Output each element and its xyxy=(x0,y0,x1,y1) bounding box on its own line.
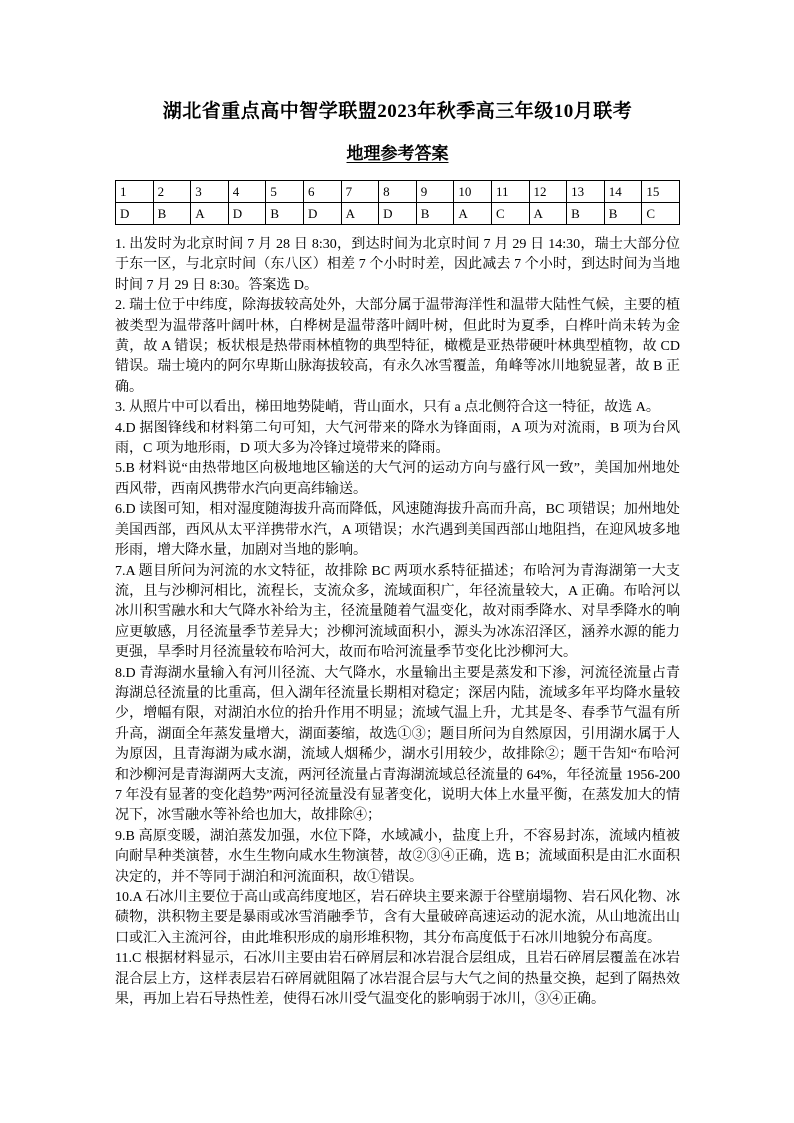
answer-cell: B xyxy=(266,203,304,225)
answer-cell: B xyxy=(416,203,454,225)
question-number-cell: 5 xyxy=(266,181,304,203)
explanation-paragraph: 2. 瑞士位于中纬度，除海拔较高处外，大部分属于温带海洋性和温带大陆性气候，主要的植被类型为温带落叶阔叶林，白桦树是温带落叶阔叶树，但此时为夏季，白桦叶尚未转为金黄，故 A 错误；板状根是热带雨林植物的典型特征，橄榄是亚热带硬叶林典型植物，故 CD 错误。瑞士境内的阿尔卑斯山脉海拔较高，有永久冰雪覆盖，角峰等冰川地貌显著，故 B 正确。 xyxy=(115,298,680,395)
answer-cell: A xyxy=(341,203,379,225)
question-number-cell: 13 xyxy=(567,181,605,203)
explanations-section xyxy=(115,235,680,1010)
question-number-cell: 1 xyxy=(116,181,154,203)
answer-cell: A xyxy=(191,203,229,225)
explanation-paragraph: 6.D 读图可知，相对湿度随海拔升高而降低，风速随海拔升高而升高，BC 项错误；加州地处美国西部，西风从太平洋携带水汽，A 项错误；水汽遇到美国西部山地阻挡，在迎风坡多地形雨，增大降水量，加剧对当地的影响。 xyxy=(115,502,680,559)
explanation-paragraph: 11.C 根据材料显示，石冰川主要由岩石碎屑层和冰岩混合层组成，且岩石碎屑层覆盖在冰岩混合层上方，这样表层岩石碎屑就阻隔了冰岩混合层与大气之间的热量交换，起到了隔热效果，再加上岩石导热性差，使得石冰川受气温变化的影响弱于冰川，③④正确。 xyxy=(115,951,680,1008)
answer-cell: A xyxy=(454,203,492,225)
question-number-cell: 14 xyxy=(604,181,642,203)
answer-row xyxy=(116,203,680,225)
question-number-cell: 8 xyxy=(379,181,417,203)
question-number-cell: 7 xyxy=(341,181,379,203)
answer-cell: B xyxy=(604,203,642,225)
answer-cell: C xyxy=(642,203,680,225)
answer-cell: A xyxy=(529,203,567,225)
answer-cell: B xyxy=(567,203,605,225)
page-subtitle: 地理参考答案 xyxy=(346,144,449,163)
answer-cell: C xyxy=(491,203,529,225)
answer-key-table xyxy=(115,180,680,225)
explanation-paragraph: 9.B 高原变暖，湖泊蒸发加强，水位下降，水域减小，盐度上升，不容易封冻，流域内植被向耐旱种类演替，水生生物向咸水生物演替，故②③④正确，选 B；流域面积是由汇水面积决定的，并不等同于湖泊和河流面积，故①错误。 xyxy=(115,828,680,885)
question-number-cell: 11 xyxy=(491,181,529,203)
question-number-cell: 9 xyxy=(416,181,454,203)
question-number-cell: 4 xyxy=(228,181,266,203)
explanation-paragraph: 5.B 材料说“由热带地区向极地地区输送的大气河的运动方向与盛行风一致”，美国加州地处西风带，西南风携带水汽向更高纬输送。 xyxy=(115,461,680,497)
explanation-paragraph: 7.A 题目所问为河流的水文特征，故排除 BC 两项水系特征描述；布哈河为青海湖第一大支流，且与沙柳河相比，流程长，支流众多，流域面积广，年径流量较大，A 正确。布哈河以冰川积雪融水和大气降水补给为主，径流量随着气温变化，故对雨季降水、对旱季降水的响应更敏感，月径流量季节差异大；沙柳河流域面积小，源头为冰冻沼泽区，涵养水源的能力更强，旱季时月径流量较布哈河大，故而布哈河流量季节变化比沙柳河大。 xyxy=(115,563,680,661)
question-number-cell: 15 xyxy=(642,181,680,203)
explanation-paragraph: 3. 从照片中可以看出，梯田地势陡峭，背山面水，只有 a 点北侧符合这一特征，故选 A。 xyxy=(115,400,660,416)
question-number-cell: 2 xyxy=(153,181,191,203)
question-number-cell: 6 xyxy=(303,181,341,203)
question-number-cell: 10 xyxy=(454,181,492,203)
answer-cell: D xyxy=(303,203,341,225)
question-number-cell: 12 xyxy=(529,181,567,203)
answer-cell: B xyxy=(153,203,191,225)
question-number-cell: 3 xyxy=(191,181,229,203)
page-title: 湖北省重点高中智学联盟2023年秋季高三年级10月联考 xyxy=(162,101,633,122)
answer-cell: D xyxy=(116,203,154,225)
explanation-paragraph: 8.D 青海湖水量输入有河川径流、大气降水，水量输出主要是蒸发和下渗，河流径流量占青海湖总径流量的比重高，但入湖年径流量长期相对稳定；深居内陆，流域多年平均降水量较少，增幅有限，对湖泊水位的抬升作用不明显；流域气温上升，尤其是冬、春季节气温有所升高，湖面全年蒸发量增大，湖面萎缩，故选①③；题目所问为自然原因，引用湖水属于人为原因，且青海湖为咸水湖，流域人烟稀少，湖水引用较少，故排除②；题干告知“布哈河和沙柳河是青海湖两大支流，两河径流量占青海湖流域总径流量的 64%，年径流量 1956-2007 年没有显著的变化趋势”两河径流量没有显著变化，说明大体上水量平衡，在蒸发加大的情况下，冰雪融水等补给也加大，故排除④； xyxy=(115,665,680,824)
answer-cell: D xyxy=(228,203,266,225)
answer-cell: D xyxy=(379,203,417,225)
explanation-paragraph: 10.A 石冰川主要位于高山或高纬度地区，岩石碎块主要来源于谷壁崩塌物、岩石风化物、冰碛物，洪积物主要是暴雨或冰雪消融季节，含有大量破碎高速运动的泥水流，从山地流出山口或汇入主流河谷，由此堆积形成的扇形堆积物，其分布高度低于石冰川地貌分布高度。 xyxy=(115,890,680,946)
question-number-row xyxy=(116,181,680,203)
explanation-paragraph: 4.D 据图锋线和材料第二句可知，大气河带来的降水为锋面雨，A 项为对流雨，B 项为台风雨，C 项为地形雨，D 项大多为冷锋过境带来的降雨。 xyxy=(115,420,680,457)
explanation-paragraph: 1. 出发时为北京时间 7 月 28 日 8:30，到达时间为北京时间 7 月 29 日 14:30，瑞士大部分位于东一区，与北京时间（东八区）相差 7 个小时时差，因此减去 7 个小时，到达时间为当地时间 7 月 29 日 8:30。答案选 D。 xyxy=(115,237,680,293)
